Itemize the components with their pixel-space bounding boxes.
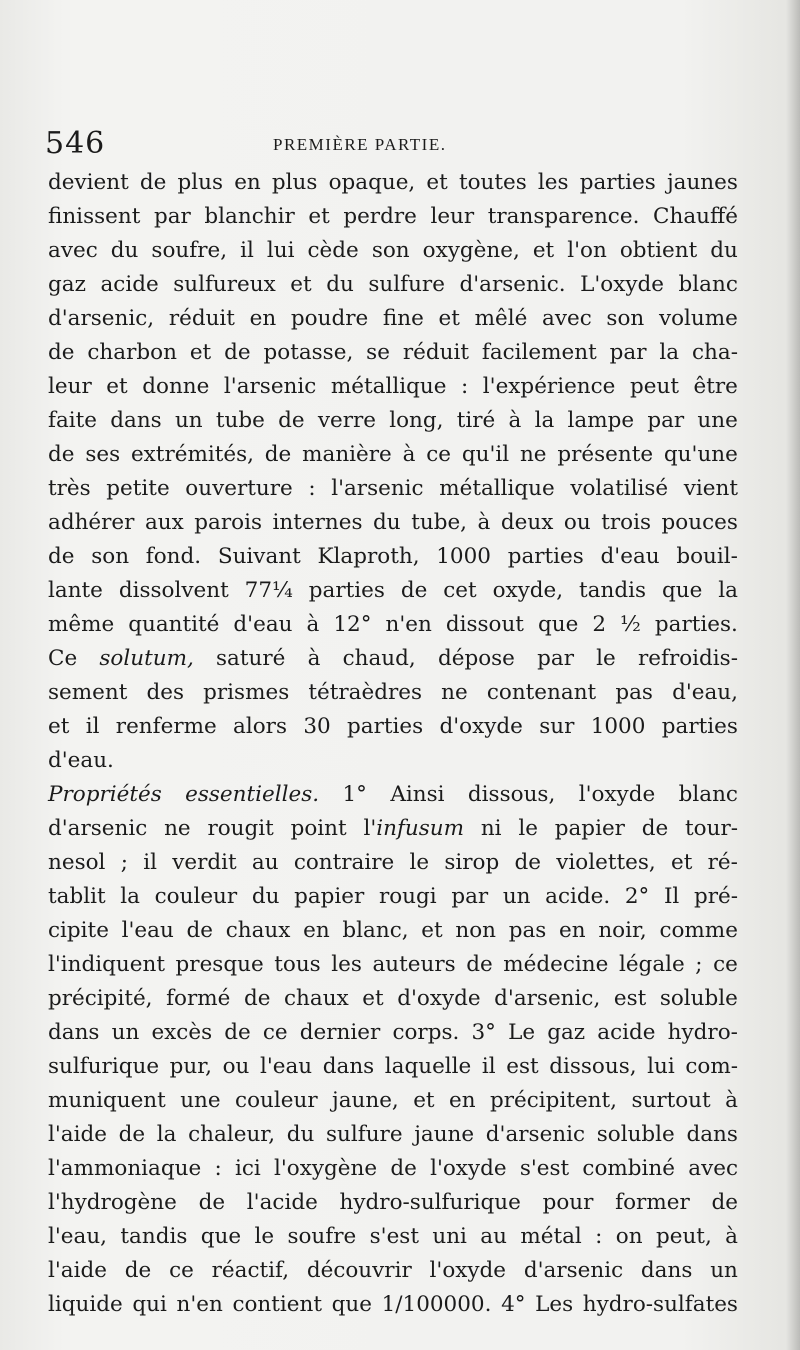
text-line: l'ammoniaque : ici l'oxygène de l'oxyde s'est combiné avec	[48, 1156, 738, 1181]
text-line: l'indiquent presque tous les auteurs de médecine légale ; ce	[48, 952, 738, 977]
text-line: l'eau, tandis que le soufre s'est uni au métal : on peut, à	[48, 1224, 738, 1249]
text-line: de charbon et de potasse, se réduit facilement par la cha-	[48, 340, 738, 365]
text-line: l'aide de la chaleur, du sulfure jaune d'arsenic soluble dans	[48, 1122, 738, 1147]
text-line: sulfurique pur, ou l'eau dans laquelle il est dissous, lui com-	[48, 1054, 738, 1079]
text-line: sement des prismes tétraèdres ne contenant pas d'eau,	[48, 680, 738, 705]
text-line: lante dissolvent 77¼ parties de cet oxyde, tandis que la	[48, 578, 738, 603]
text-line: très petite ouverture : l'arsenic métallique volatilisé vient	[48, 476, 738, 501]
text-line: même quantité d'eau à 12° n'en dissout que 2 ½ parties.	[48, 612, 738, 637]
text-line: précipité, formé de chaux et d'oxyde d'arsenic, est soluble	[48, 986, 738, 1011]
text-line: liquide qui n'en contient que 1/100000. 4° Les hydro-sulfates	[48, 1292, 738, 1317]
text-line: leur et donne l'arsenic métallique : l'expérience peut être	[48, 374, 738, 399]
text-line: l'hydrogène de l'acide hydro-sulfurique pour former de	[48, 1190, 738, 1215]
text-line: gaz acide sulfureux et du sulfure d'arsenic. L'oxyde blanc	[48, 272, 738, 297]
text-line: l'aide de ce réactif, découvrir l'oxyde d'arsenic dans un	[48, 1258, 738, 1283]
text-line: d'arsenic, réduit en poudre fine et mêlé avec son volume	[48, 306, 738, 331]
page-number: 546	[45, 126, 106, 161]
text-line: Propriétés essentielles. 1° Ainsi dissous, l'oxyde blanc	[48, 782, 738, 807]
text-line: de ses extrémités, de manière à ce qu'il ne présente qu'une	[48, 442, 738, 467]
text-line: muniquent une couleur jaune, et en précipitent, surtout à	[48, 1088, 738, 1113]
text-line: d'arsenic ne rougit point l'infusum ni le papier de tour-	[48, 816, 738, 841]
text-line: d'eau.	[48, 748, 114, 773]
text-line: nesol ; il verdit au contraire le sirop de violettes, et ré-	[48, 850, 738, 875]
text-line: tablit la couleur du papier rougi par un acide. 2° Il pré-	[48, 884, 738, 909]
text-line: Ce solutum, saturé à chaud, dépose par le refroidis-	[48, 646, 738, 671]
body-text	[48, 166, 738, 1322]
text-line: finissent par blanchir et perdre leur transparence. Chauffé	[48, 204, 738, 229]
text-line: devient de plus en plus opaque, et toutes les parties jaunes	[48, 170, 738, 195]
text-line: avec du soufre, il lui cède son oxygène, et l'on obtient du	[48, 238, 738, 263]
text-line: adhérer aux parois internes du tube, à deux ou trois pouces	[48, 510, 738, 535]
text-line: et il renferme alors 30 parties d'oxyde sur 1000 parties	[48, 714, 738, 739]
text-line: faite dans un tube de verre long, tiré à la lampe par une	[48, 408, 738, 433]
text-line: dans un excès de ce dernier corps. 3° Le gaz acide hydro-	[48, 1020, 738, 1045]
text-line: cipite l'eau de chaux en blanc, et non pas en noir, comme	[48, 918, 738, 943]
page-header	[45, 125, 745, 165]
page-edge-shadow	[786, 0, 800, 1350]
text-line: de son fond. Suivant Klaproth, 1000 parties d'eau bouil-	[48, 544, 738, 569]
running-title: PREMIÈRE PARTIE.	[273, 135, 447, 154]
